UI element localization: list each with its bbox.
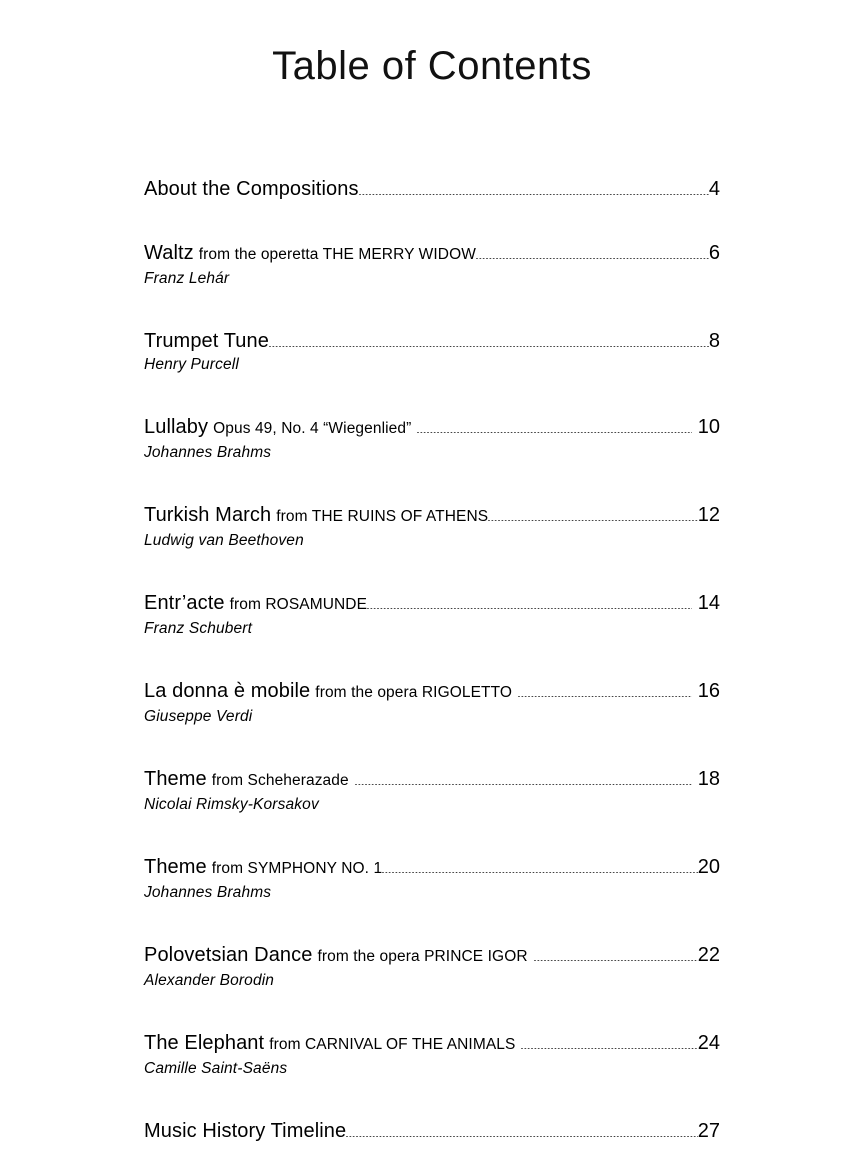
toc-entry-composer: Johannes Brahms <box>144 884 272 901</box>
toc-entry-subtitle: from THE RUINS OF ATHENS <box>276 508 489 525</box>
toc-entry-row <box>144 414 720 442</box>
toc-entry[interactable] <box>144 1030 720 1080</box>
toc-entry-subtitle: Opus 49, No. 4 “Wiegenlied” <box>213 420 412 437</box>
toc-entry-title[interactable]: Polovetsian Dance <box>144 944 313 966</box>
toc-page-number[interactable]: 18 <box>697 768 720 790</box>
toc-entry-composer: Giuseppe Verdi <box>144 708 253 725</box>
toc-entry[interactable] <box>144 328 720 376</box>
toc-entry-row <box>144 176 720 202</box>
toc-entry-row <box>144 240 720 268</box>
toc-entry-composer: Johannes Brahms <box>144 444 272 461</box>
toc-page-number[interactable]: 14 <box>697 592 720 614</box>
toc-entry[interactable] <box>144 590 720 640</box>
toc-entry-composer: Ludwig van Beethoven <box>144 532 304 549</box>
toc-entry[interactable] <box>144 502 720 552</box>
toc-entry-composer: Henry Purcell <box>144 356 239 373</box>
toc-entry-row <box>144 1030 720 1058</box>
toc-entry[interactable] <box>144 678 720 728</box>
toc-entry[interactable] <box>144 240 720 290</box>
toc-entry-row <box>144 328 720 354</box>
toc-entry-row <box>144 1118 720 1144</box>
toc-page-number[interactable]: 8 <box>708 330 720 352</box>
toc-entry-title[interactable]: Theme <box>144 856 207 878</box>
toc-page-number[interactable]: 12 <box>697 504 720 526</box>
toc-page-number[interactable]: 16 <box>697 680 720 702</box>
dot-leader <box>346 1136 698 1137</box>
dot-leader <box>367 608 692 609</box>
toc-entry-title[interactable]: Entr’acte <box>144 592 225 614</box>
page-title: Table of Contents <box>272 44 592 88</box>
toc-entry-composer: Franz Lehár <box>144 270 230 287</box>
dot-leader <box>382 872 698 873</box>
toc-entry-composer: Alexander Borodin <box>144 972 275 989</box>
toc-entry-subtitle: from the opera RIGOLETTO <box>315 684 513 701</box>
toc-entry-row <box>144 766 720 794</box>
toc-page-number[interactable]: 22 <box>697 944 720 966</box>
toc-page-number[interactable]: 20 <box>697 856 720 878</box>
toc-entry-composer: Nicolai Rimsky-Korsakov <box>144 796 319 813</box>
toc-entry-title[interactable]: Trumpet Tune <box>144 330 269 352</box>
toc-entry-subtitle: from Scheherazade <box>211 772 349 789</box>
toc-entry-title[interactable]: Lullaby <box>144 416 209 438</box>
toc-entry[interactable] <box>144 854 720 904</box>
toc-entry-subtitle: from ROSAMUNDE <box>229 596 368 613</box>
toc-entry[interactable] <box>144 176 720 202</box>
table-of-contents-list <box>144 176 720 1144</box>
toc-page-number[interactable]: 24 <box>697 1032 720 1054</box>
toc-entry-row <box>144 502 720 530</box>
toc-entry-subtitle: from the opera PRINCE IGOR <box>317 948 528 965</box>
toc-entry-composer: Camille Saint-Saëns <box>144 1060 288 1077</box>
toc-entry-row <box>144 678 720 706</box>
dot-leader <box>269 346 709 347</box>
toc-entry-row <box>144 942 720 970</box>
toc-entry-title[interactable]: Theme <box>144 768 207 790</box>
dot-leader <box>488 520 698 521</box>
toc-page-number[interactable]: 10 <box>697 416 720 438</box>
toc-entry-title[interactable]: Waltz <box>144 242 194 264</box>
toc-entry-title[interactable]: La donna è mobile <box>144 680 311 702</box>
toc-entry-title[interactable]: Turkish March <box>144 504 272 526</box>
toc-entry[interactable] <box>144 414 720 464</box>
toc-entry-subtitle: from the operetta THE MERRY WIDOW <box>198 246 476 263</box>
toc-entry-composer: Franz Schubert <box>144 620 253 637</box>
toc-entry[interactable] <box>144 942 720 992</box>
dot-leader <box>355 784 692 785</box>
toc-entry-title[interactable]: About the Compositions <box>144 178 359 200</box>
dot-leader <box>534 960 698 961</box>
toc-entry-subtitle: from CARNIVAL OF THE ANIMALS <box>269 1036 516 1053</box>
dot-leader <box>518 696 692 697</box>
toc-entry[interactable] <box>144 1118 720 1144</box>
toc-entry-row <box>144 854 720 882</box>
toc-page-number[interactable]: 4 <box>708 178 720 200</box>
toc-entry-title[interactable]: Music History Timeline <box>144 1120 347 1142</box>
toc-page-number[interactable]: 6 <box>708 242 720 264</box>
dot-leader <box>521 1048 697 1049</box>
dot-leader <box>476 258 709 259</box>
dot-leader <box>359 194 709 195</box>
dot-leader <box>417 432 691 433</box>
toc-entry-row <box>144 590 720 618</box>
toc-entry[interactable] <box>144 766 720 816</box>
toc-entry-subtitle: from SYMPHONY NO. 1 <box>211 860 383 877</box>
toc-page-number[interactable]: 27 <box>697 1120 720 1142</box>
toc-entry-title[interactable]: The Elephant <box>144 1032 265 1054</box>
